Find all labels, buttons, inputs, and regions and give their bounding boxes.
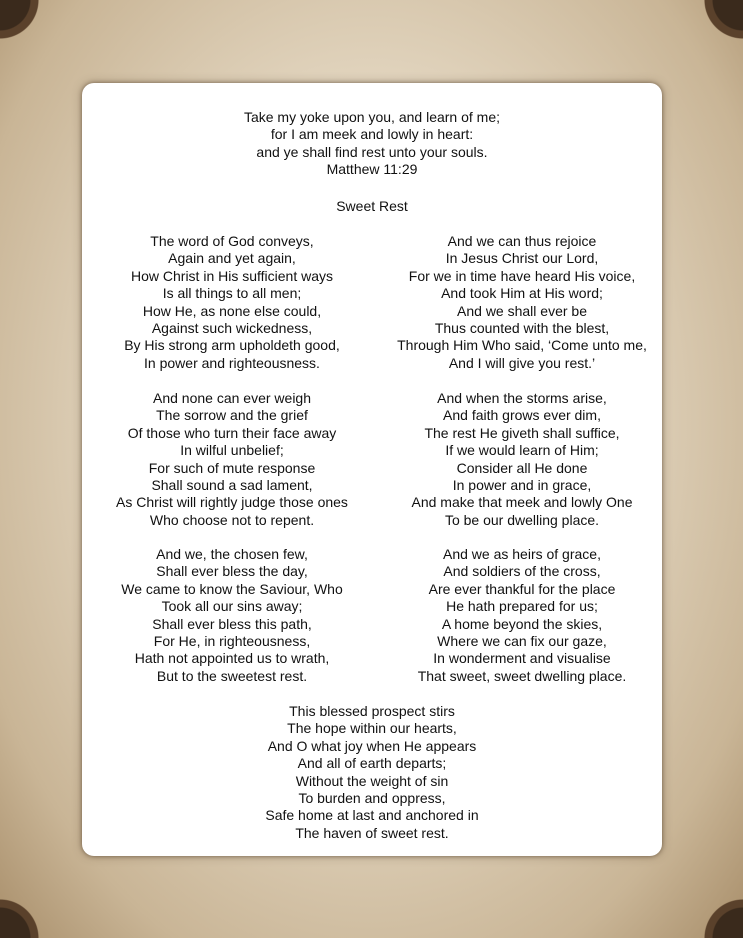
verse-line: Again and yet again,: [168, 250, 296, 267]
verse-line: And faith grows ever dim,: [443, 407, 601, 424]
verse-line: That sweet, sweet dwelling place.: [417, 667, 627, 684]
verse-line: Against such wickedness,: [151, 320, 313, 337]
verse-line: He hath prepared for us;: [446, 598, 598, 615]
verse-line: As Christ will rightly judge those ones: [116, 494, 348, 511]
verse-line: How He, as none else could,: [142, 302, 322, 319]
verse-line: The word of God conveys,: [150, 233, 314, 249]
decorative-corner-bottom-left: [0, 876, 62, 938]
verse-line: The hope within our hearts,: [287, 720, 457, 737]
verse-line: And all of earth departs;: [297, 755, 447, 772]
poem-title: Sweet Rest: [336, 198, 408, 214]
verse-line: Who choose not to repent.: [149, 511, 315, 528]
verse-line: But to the sweetest rest.: [156, 667, 308, 684]
verse-line: And we as heirs of grace,: [443, 546, 601, 562]
epigraph-line: for I am meek and lowly in heart:: [270, 126, 474, 143]
stanza-right-2: [372, 390, 672, 529]
stanza-right-3: [372, 546, 672, 685]
verse-line: Shall ever bless this path,: [152, 615, 312, 632]
verse-line: The rest He giveth shall suffice,: [424, 424, 620, 441]
verse-line: The sorrow and the grief: [156, 407, 308, 424]
verse-line: This blessed prospect stirs: [289, 703, 455, 719]
verse-line: And I will give you rest.’: [448, 354, 596, 371]
verse-line: And soldiers of the cross,: [443, 563, 601, 580]
stanza-left-3: [82, 546, 382, 685]
verse-line: A home beyond the skies,: [441, 615, 603, 632]
verse-line: Shall sound a sad lament,: [151, 477, 313, 494]
verse-line: Safe home at last and anchored in: [265, 807, 479, 824]
verse-line: Of those who turn their face away: [127, 424, 337, 441]
verse-line: The haven of sweet rest.: [295, 824, 449, 841]
verse-line: And took Him at His word;: [441, 285, 603, 302]
verse-line: In wilful unbelief;: [180, 442, 284, 459]
verse-line: And we, the chosen few,: [156, 546, 308, 562]
decorative-corner-bottom-right: [681, 876, 743, 938]
epigraph-line: Take my yoke upon you, and learn of me;: [243, 109, 501, 125]
verse-line: To be our dwelling place.: [444, 511, 600, 528]
verse-line: For He, in righteousness,: [153, 633, 311, 650]
verse-line: Shall ever bless the day,: [156, 563, 308, 580]
verse-line: Took all our sins away;: [161, 598, 303, 615]
verse-line: Where we can fix our gaze,: [437, 633, 607, 650]
verse-line: Without the weight of sin: [295, 772, 449, 789]
stanza-final: [82, 703, 662, 842]
verse-line: And none can ever weigh: [153, 390, 311, 406]
scripture-reference: Matthew 11:29: [326, 161, 418, 178]
verse-line: And when the storms arise,: [437, 390, 607, 406]
epigraph: [82, 109, 662, 179]
stanza-left-1: [82, 233, 382, 372]
verse-line: And make that meek and lowly One: [411, 494, 633, 511]
verse-line: Hath not appointed us to wrath,: [134, 650, 330, 667]
verse-line: How Christ in His sufficient ways: [130, 267, 334, 284]
stanza-right-1: [372, 233, 672, 372]
verse-line: Through Him Who said, ‘Come unto me,: [397, 337, 647, 354]
verse-line: In wonderment and visualise: [433, 650, 611, 667]
verse-line: In power and in grace,: [452, 477, 592, 494]
verse-line: Are ever thankful for the place: [428, 580, 616, 597]
verse-line: Is all things to all men;: [162, 285, 302, 302]
verse-line: For we in time have heard His voice,: [408, 267, 636, 284]
epigraph-line: and ye shall find rest unto your souls.: [256, 143, 488, 160]
verse-line: We came to know the Saviour, Who: [121, 580, 343, 597]
verse-line: And O what joy when He appears: [267, 737, 477, 754]
verse-line: And we shall ever be: [457, 302, 587, 319]
verse-line: For such of mute response: [148, 459, 316, 476]
verse-line: Thus counted with the blest,: [434, 320, 610, 337]
verse-line: In power and righteousness.: [144, 354, 320, 371]
poem-card: [82, 83, 662, 856]
verse-line: If we would learn of Him;: [445, 442, 599, 459]
decorative-corner-top-right: [681, 0, 743, 62]
decorative-corner-top-left: [0, 0, 62, 62]
stanza-left-2: [82, 390, 382, 529]
verse-line: In Jesus Christ our Lord,: [445, 250, 599, 267]
verse-line: To burden and oppress,: [298, 790, 446, 807]
verse-line: And we can thus rejoice: [447, 233, 597, 249]
verse-line: Consider all He done: [456, 459, 588, 476]
verse-line: By His strong arm upholdeth good,: [124, 337, 340, 354]
